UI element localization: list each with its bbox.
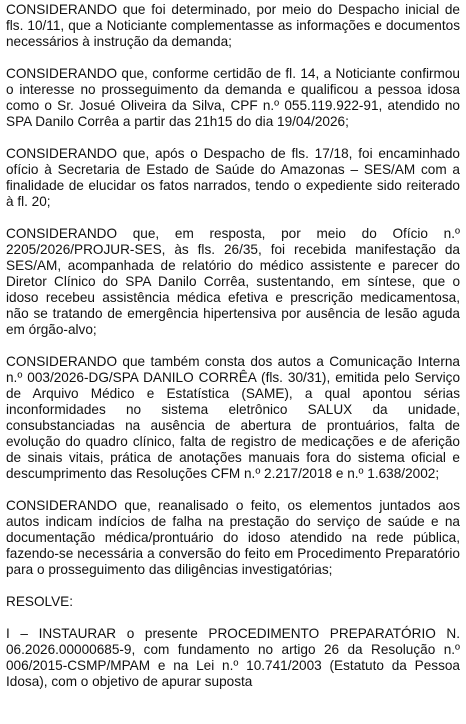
paragraph-comunicacao-interna: CONSIDERANDO que também consta dos autos a Comunicação Interna n.º 003/2026-DG/SPA DANILO CORRÊA (fls. 30/31), emitida pelo Serviço de Arquivo Médico e Estatística (SAME), a qual apontou sérias inconformidades no sistema eletrônico SALUX da unidade, consubstanciadas na ausência de abertura de prontuários, falta de evolução do quadro clínico, falta de registro de medicações e de aferição de sinais vitais, prática de anotações manuais fora do sistema oficial e descumprimento das Resoluções CFM n.º 2.217/2018 e n.º 1.638/2002; [6, 354, 460, 481]
resolve-heading: RESOLVE: [6, 594, 73, 609]
document-page [6, 2, 460, 690]
paragraph-certidao: CONSIDERANDO que, conforme certidão de fl. 14, a Noticiante confirmou o interesse no prosseguimento da demanda e qualificou a pessoa idosa como o Sr. Josué Oliveira da Silva, CPF n.º 055.119.922-91, atendido no SPA Danilo Corrêa a partir das 21h15 do dia 19/04/2026; [6, 66, 460, 129]
paragraph-resposta-ses: CONSIDERANDO que, em resposta, por meio do Ofício n.º 2205/2026/PROJUR-SES, às fls. 26/35, foi recebida manifestação da SES/AM, acompanhada de relatório do médico assistente e parecer do Diretor Clínico do SPA Danilo Corrêa, sustentando, em síntese, que o idoso recebeu assistência médica efetiva e prescrição medicamentosa, não se tratando de emergência hipertensiva por ausência de lesão aguda em órgão-alvo; [6, 226, 460, 337]
paragraph-instaurar: I – INSTAURAR o presente PROCEDIMENTO PREPARATÓRIO N. 06.2026.00000685-9, com fundamento no artigo 26 da Resolução n.º 006/2015-CSMP/MPAM e na Lei n.º 10.741/2003 (Estatuto da Pessoa Idosa), com o objetivo de apurar suposta [6, 626, 460, 689]
paragraph-despacho-inicial: CONSIDERANDO que foi determinado, por meio do Despacho inicial de fls. 10/11, que a Noticiante complementasse as informações e documentos necessários à instrução da demanda; [6, 2, 460, 49]
paragraph-reanalise: CONSIDERANDO que, reanalisado o feito, os elementos juntados aos autos indicam indícios de falha na prestação do serviço de saúde e na documentação médica/prontuário do idoso atendido na rede pública, fazendo-se necessária a conversão do feito em Procedimento Preparatório para o prosseguimento das diligências investigatórias; [6, 498, 460, 577]
paragraph-oficio-ses: CONSIDERANDO que, após o Despacho de fls. 17/18, foi encaminhado ofício à Secretaria de Estado de Saúde do Amazonas – SES/AM com a finalidade de elucidar os fatos narrados, tendo o expediente sido reiterado à fl. 20; [6, 146, 460, 209]
